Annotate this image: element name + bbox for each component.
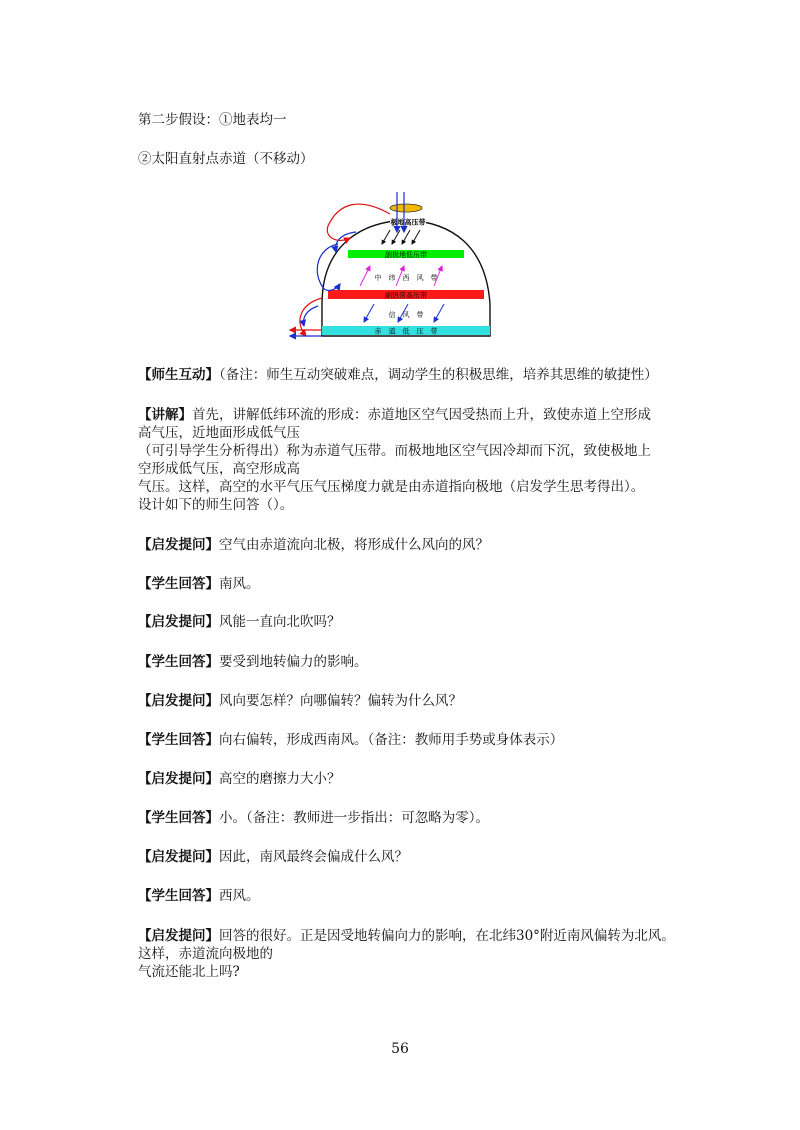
qa-tag: 【学生回答】 (138, 888, 219, 904)
explain-line-6: 设计如下的师生问答（）。 (138, 497, 294, 513)
qa-tag: 【启发提问】 (138, 614, 219, 630)
qa-tag: 【启发提问】 (138, 771, 219, 787)
qa-tag: 【启发提问】 (138, 849, 219, 865)
explain-line-3: （可引导学生分析得出）称为赤道气压带。而极地地区空气因冷却而下沉，致使极地上 (138, 443, 651, 459)
final-text-1: 回答的很好。正是因受地转偏向力的影响，在北纬30°附近南风偏转为北风。 (219, 928, 675, 944)
qa-line (138, 692, 462, 710)
final-line-1 (138, 927, 675, 945)
assumption-1: 第二步假设：①地表均一 (138, 112, 287, 128)
explain-line-1 (138, 406, 651, 424)
band-subpolar-low-label: 副极地低压带 (385, 251, 427, 259)
explain-text-1: 首先，讲解低纬环流的形成：赤道地区空气因受热而上升，致使赤道上空形成 (192, 407, 651, 423)
interaction-tag: 【师生互动】 (138, 367, 219, 383)
qa-tag: 【启发提问】 (138, 537, 219, 553)
qa-text: 西风。 (219, 888, 260, 904)
final-line-3: 气流还能北上吗? (138, 964, 240, 980)
band-trades-label: 信 风 带 (388, 311, 424, 319)
qa-line (138, 770, 341, 788)
atmospheric-circulation-diagram (278, 186, 532, 346)
qa-line (138, 536, 489, 554)
interaction-text: （备注：师生互动突破难点，调动学生的积极思维，培养其思维的敏捷性） (219, 367, 658, 383)
qa-line (138, 575, 260, 593)
qa-text: 空气由赤道流向北极，将形成什么风向的风？ (219, 537, 489, 553)
final-line-2: 这样，赤道流向极地的 (138, 946, 273, 962)
qa-line (138, 613, 341, 631)
page-number: 56 (391, 1041, 409, 1057)
qa-line (138, 887, 260, 905)
qa-text: 要受到地转偏力的影响。 (219, 654, 368, 670)
explain-line-5: 气压。这样，高空的水平气压气压梯度力就是由赤道指向极地（启发学生思考得出）。 (138, 479, 645, 495)
qa-tag: 【学生回答】 (138, 654, 219, 670)
qa-tag: 【学生回答】 (138, 810, 219, 826)
qa-text: 高空的磨擦力大小？ (219, 771, 341, 787)
qa-line (138, 653, 368, 671)
qa-text: 向右偏转，形成西南风。（备注：教师用手势或身体表示） (219, 732, 564, 748)
sun-icon (390, 204, 422, 212)
qa-tag: 【启发提问】 (138, 693, 219, 709)
assumption-2: ②太阳直射点赤道（不移动） (138, 151, 314, 167)
interaction-line (138, 366, 658, 384)
band-equatorial-low-label: 赤 道 低 压 带 (374, 327, 438, 336)
surface-return-arrow (304, 306, 318, 326)
qa-text: 小。（备注：教师进一步指出：可忽略为零）。 (219, 810, 489, 826)
band-westerlies-label: 中 纬 西 风 带 (374, 274, 438, 282)
qa-text: 风能一直向北吹吗？ (219, 614, 341, 630)
qa-text: 风向要怎样？向哪偏转？偏转为什么风？ (219, 693, 462, 709)
qa-text: 因此，南风最终会偏成什么风？ (219, 849, 408, 865)
final-tag: 【启发提问】 (138, 928, 219, 944)
band-subtropical-high-label: 副热带高压带 (385, 291, 427, 300)
qa-line (138, 848, 408, 866)
qa-line (138, 809, 489, 827)
qa-tag: 【学生回答】 (138, 576, 219, 592)
qa-line (138, 731, 563, 749)
qa-text: 南风。 (219, 576, 260, 592)
explain-line-4: 空形成低气压，高空形成高 (138, 461, 300, 477)
explain-line-2: 高气压，近地面形成低气压 (138, 425, 300, 441)
explain-tag: 【讲解】 (138, 407, 192, 423)
qa-tag: 【学生回答】 (138, 732, 219, 748)
band-polar-high-label: 极地高压带 (390, 218, 426, 227)
